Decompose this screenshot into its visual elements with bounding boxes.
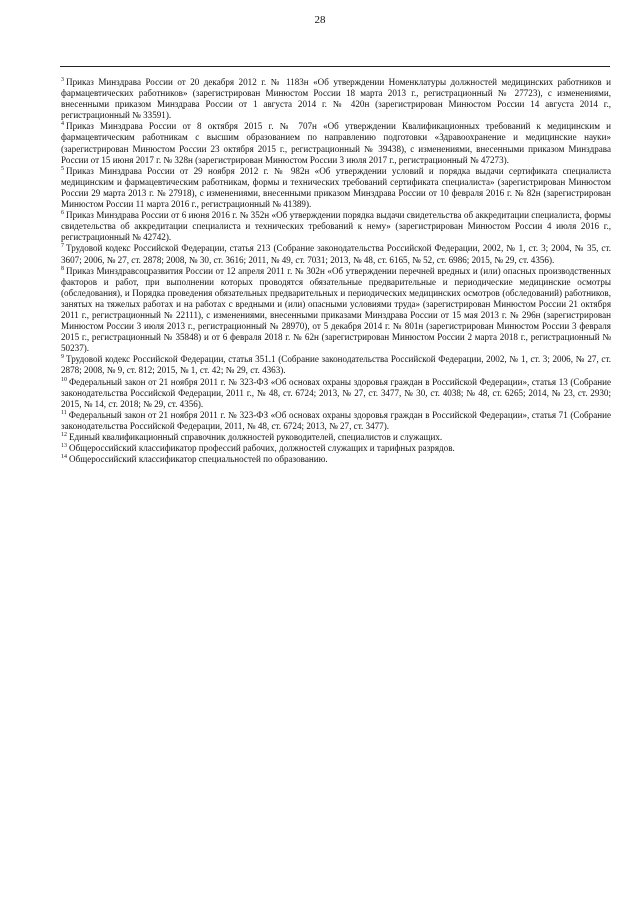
- footnote-mark: 12: [61, 432, 67, 438]
- footnote-text: Федеральный закон от 21 ноября 2011 г. № 323-ФЗ «Об основах охраны здоровья граждан в Российской Федерации», статья 13 (Собрание законодательства Российской Федерации, 2011 г., № 48, ст. 6724; 2013, № 27, ст. 3477, № 30, ст. 4038; № 48, ст. 6265; 2014, № 23, ст. 2930; 2015, № 14, ст. 2018; № 29, ст. 4356).: [61, 376, 611, 409]
- footnote-11: [61, 410, 611, 432]
- page-number: 28: [314, 14, 326, 26]
- footnote-mark: 8: [61, 265, 64, 272]
- footnote-text: Трудовой кодекс Российской Федерации, статья 213 (Собрание законодательства Российской Федерации, 2002, № 1, ст. 3; 2004, № 35, ст. 3607; 2006, № 27, ст. 2878; 2008, № 30, ст. 3616; 2011, № 49, ст. 7031; 2013, № 48, ст. 6165, № 52, ст. 6986; 2015, № 29, ст. 4356).: [61, 243, 611, 265]
- footnote-3: [61, 77, 611, 121]
- footnote-text: Приказ Минздрава России от 8 октября 2015 г. № 707н «Об утверждении Квалификационных требований к медицинским и фармацевтическим работникам с высшим образованием по направлению подготовки «Здравоохранение и медицинские науки» (зарегистрирован Минюстом России 23 октября 2015 г., регистрационный № 39438), с изменениями, внесенными приказом Минздрава России от 15 июня 2017 г. № 328н (зарегистрирован Минюстом России 3 июля 2017 г., регистрационный № 47273).: [61, 121, 611, 165]
- footnote-text: Приказ Минздравсоцразвития России от 12 апреля 2011 г. № 302н «Об утверждении перечней вредных и (или) опасных производственных факторов и работ, при выполнении которых проводятся обязательные предварительные и периодические медицинские осмотры (обследования), и Порядка проведения обязательных предварительных и периодических медицинских осмотров (обследований) работников, занятых на тяжелых работах и на работах с вредными и (или) опасными условиями труда» (зарегистрирован Минюстом России 21 октября 2011 г., регистрационный № 22111), с изменениями, внесенными приказами Минздрава России от 15 мая 2013 г. № 296н (зарегистрирован Минюстом России 3 июля 2013 г., регистрационный № 28970), от 5 декабря 2014 г. № 801н (зарегистрирован Минюстом России 3 февраля 2015 г., регистрационный № 35848) и от 6 февраля 2018 г. № 62н (зарегистрирован Минюстом России 2 марта 2018 г., регистрационный № 50237).: [61, 265, 611, 354]
- footnote-mark: 11: [61, 409, 67, 416]
- footnotes-list: [61, 77, 611, 465]
- footnote-8: [61, 266, 611, 355]
- footnote-mark: 10: [61, 376, 67, 383]
- footnote-14: [61, 454, 611, 465]
- footnote-mark: 7: [61, 243, 64, 250]
- footnote-text: Федеральный закон от 21 ноября 2011 г. № 323-ФЗ «Об основах охраны здоровья граждан в Российской Федерации», статья 71 (Собрание законодательства Российской Федерации, 2011, № 48, ст. 6724; 2013, № 27, ст. 3477).: [61, 409, 611, 431]
- footnote-mark: 3: [61, 77, 64, 83]
- footnote-6: [61, 210, 611, 243]
- footnote-mark: 4: [61, 121, 64, 128]
- footnote-13: [61, 443, 611, 454]
- footnote-text: Приказ Минздрава России от 6 июня 2016 г. № 352н «Об утверждении порядка выдачи свидетельства об аккредитации специалиста, формы свидетельства об аккредитации специалиста и технических требований к нему» (зарегистрирован Минюстом России 4 июля 2016 г., регистрационный № 42742).: [61, 210, 611, 243]
- footnote-mark: 13: [61, 443, 67, 450]
- footnote-4: [61, 121, 611, 165]
- footnote-text: Трудовой кодекс Российской Федерации, статья 351.1 (Собрание законодательства Российской Федерации, 2002, № 1, ст. 3; 2006, № 27, ст. 2878; 2008, № 9, ст. 812; 2015, № 1, ст. 42; № 29, ст. 4363).: [61, 354, 611, 376]
- footnote-separator: [60, 66, 610, 67]
- footnote-12: [61, 432, 611, 443]
- footnote-text: Приказ Минздрава России от 20 декабря 2012 г. № 1183н «Об утверждении Номенклатуры должностей медицинских работников и фармацевтических работников» (зарегистрирован Минюстом России 18 марта 2013 г., регистрационный № 27723), с изменениями, внесенными приказом Минздрава России от 1 августа 2014 г. № 420н (зарегистрирован Минюстом России 14 августа 2014 г., регистрационный № 33591).: [61, 77, 611, 121]
- footnote-5: [61, 166, 611, 210]
- footnote-text: Единый квалификационный справочник должностей руководителей, специалистов и служащих.: [69, 432, 443, 442]
- footnote-mark: 14: [61, 454, 67, 461]
- footnote-mark: 5: [61, 165, 64, 172]
- footnote-mark: 9: [61, 354, 64, 361]
- footnote-9: [61, 354, 611, 376]
- footnote-text: Общероссийский классификатор специальностей по образованию.: [69, 454, 328, 465]
- footnote-7: [61, 243, 611, 265]
- footnote-10: [61, 377, 611, 410]
- footnote-text: Общероссийский классификатор профессий рабочих, должностей служащих и тарифных разрядов.: [69, 443, 455, 454]
- footnote-text: Приказ Минздрава России от 29 ноября 2012 г. № 982н «Об утверждении условий и порядка выдачи сертификата специалиста медицинским и фармацевтическим работникам, формы и технических требований сертификата специалиста» (зарегистрирован Минюстом России 29 марта 2013 г. № 27918), с изменениями, внесенными приказом Минздрава России от 10 февраля 2016 г. № 82н (зарегистрирован Минюстом России 11 марта 2016 г., регистрационный № 41389).: [61, 165, 611, 210]
- footnote-mark: 6: [61, 210, 64, 217]
